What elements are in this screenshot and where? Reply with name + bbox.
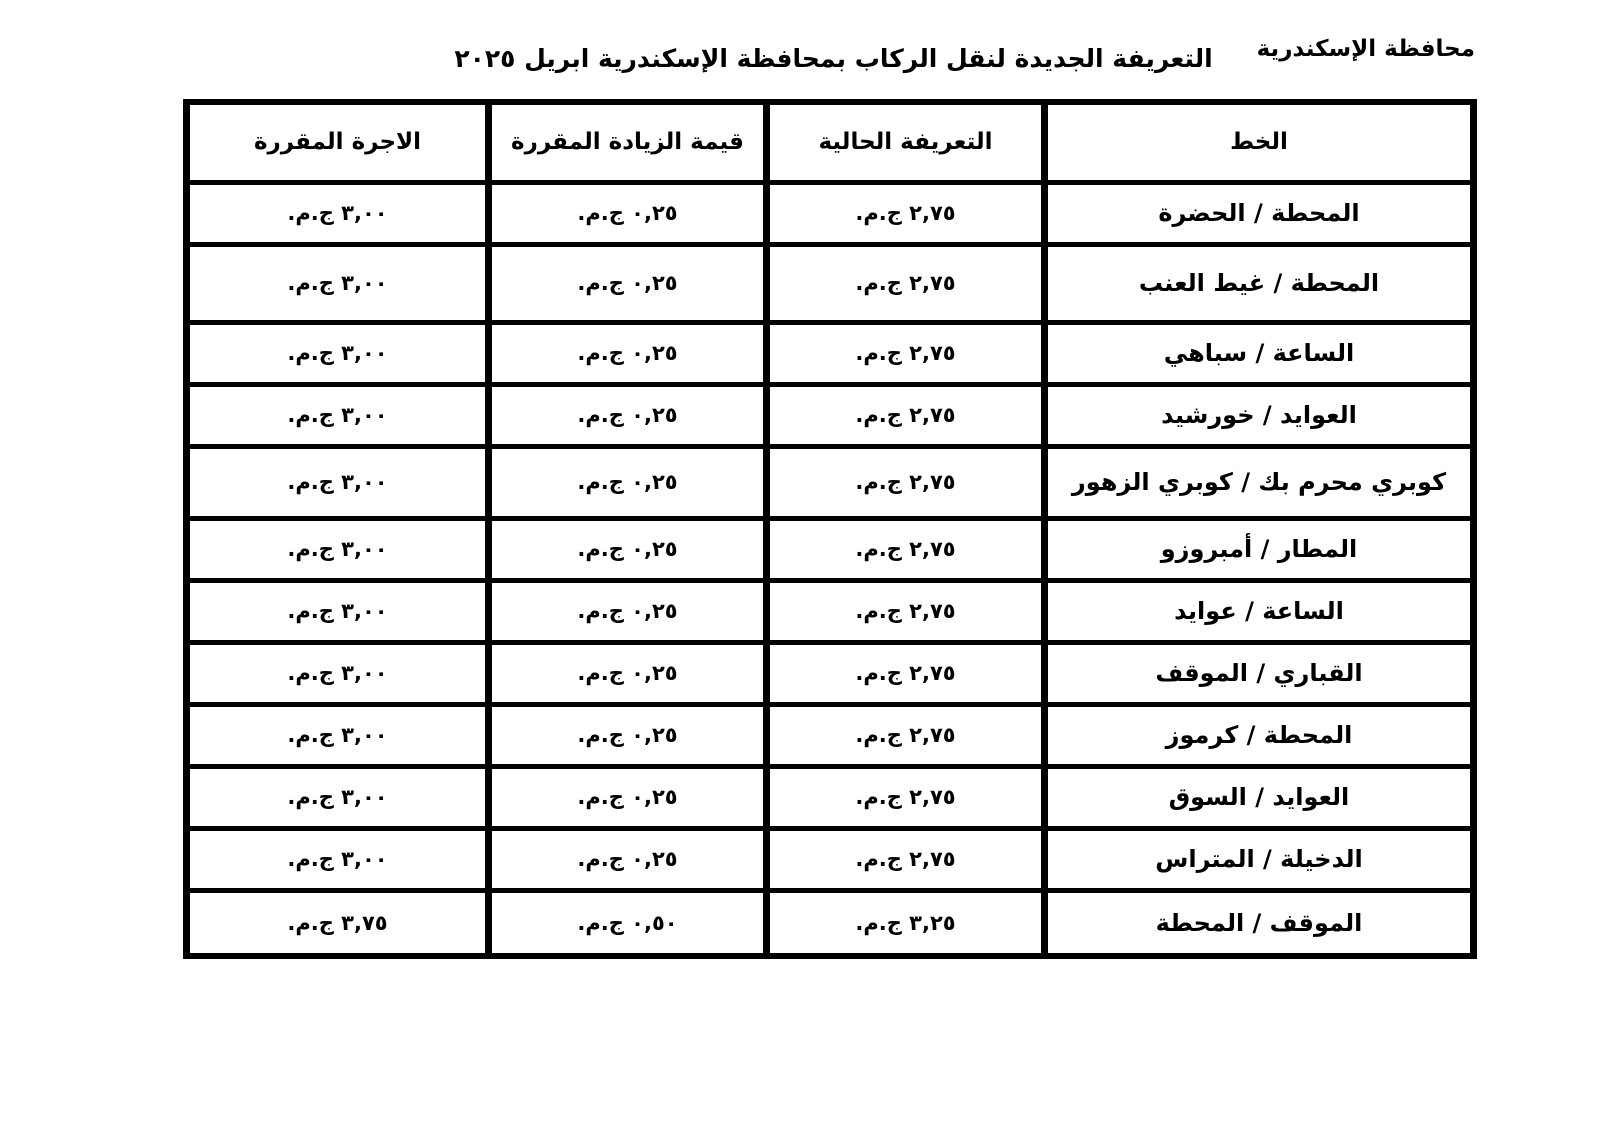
route-cell: المطار / أمبروزو [1045,518,1474,580]
fare-cell: ٣,٧٥ ج.م. [187,890,489,956]
document-header [190,30,1477,99]
current-tariff-cell: ٢,٧٥ ج.م. [767,446,1045,518]
route-cell: القباري / الموقف [1045,642,1474,704]
current-tariff-cell: ٢,٧٥ ج.م. [767,642,1045,704]
table-row [187,580,1474,642]
current-tariff-cell: ٢,٧٥ ج.م. [767,704,1045,766]
table-row [187,244,1474,322]
increase-cell: ٠,٢٥ ج.م. [489,642,767,704]
increase-cell: ٠,٢٥ ج.م. [489,828,767,890]
route-cell: كوبري محرم بك / كوبري الزهور [1045,446,1474,518]
route-cell: المحطة / كرموز [1045,704,1474,766]
table-row [187,384,1474,446]
table-header-row [187,102,1474,182]
current-tariff-cell: ٢,٧٥ ج.م. [767,828,1045,890]
col-header-current-tariff: التعريفة الحالية [767,102,1045,182]
governorate-name: محافظة الإسكندرية [1256,36,1475,62]
fare-cell: ٣,٠٠ ج.م. [187,704,489,766]
fare-cell: ٣,٠٠ ج.م. [187,580,489,642]
table-row [187,518,1474,580]
document-page [190,0,1477,959]
fare-cell: ٣,٠٠ ج.م. [187,322,489,384]
col-header-line: الخط [1045,102,1474,182]
current-tariff-cell: ٢,٧٥ ج.م. [767,384,1045,446]
increase-cell: ٠,٢٥ ج.م. [489,518,767,580]
col-header-approved-fare: الاجرة المقررة [187,102,489,182]
route-cell: الموقف / المحطة [1045,890,1474,956]
fare-cell: ٣,٠٠ ج.م. [187,518,489,580]
current-tariff-cell: ٢,٧٥ ج.م. [767,244,1045,322]
current-tariff-cell: ٢,٧٥ ج.م. [767,518,1045,580]
current-tariff-cell: ٢,٧٥ ج.م. [767,766,1045,828]
route-cell: الساعة / سباهي [1045,322,1474,384]
table-row [187,446,1474,518]
table-row [187,828,1474,890]
route-cell: الساعة / عوايد [1045,580,1474,642]
increase-cell: ٠,٢٥ ج.م. [489,704,767,766]
fare-cell: ٣,٠٠ ج.م. [187,446,489,518]
increase-cell: ٠,٢٥ ج.م. [489,580,767,642]
tariff-table [183,99,1477,959]
fare-cell: ٣,٠٠ ج.م. [187,828,489,890]
increase-cell: ٠,٢٥ ج.م. [489,446,767,518]
table-row [187,642,1474,704]
table-row [187,766,1474,828]
table-row [187,322,1474,384]
fare-cell: ٣,٠٠ ج.م. [187,244,489,322]
increase-cell: ٠,٢٥ ج.م. [489,766,767,828]
route-cell: المحطة / الحضرة [1045,182,1474,244]
page-title: التعريفة الجديدة لنقل الركاب بمحافظة الإسكندرية ابريل ٢٠٢٥ [454,44,1213,73]
table-row [187,890,1474,956]
increase-cell: ٠,٥٠ ج.م. [489,890,767,956]
current-tariff-cell: ٢,٧٥ ج.م. [767,182,1045,244]
increase-cell: ٠,٢٥ ج.م. [489,384,767,446]
route-cell: المحطة / غيط العنب [1045,244,1474,322]
current-tariff-cell: ٣,٢٥ ج.م. [767,890,1045,956]
route-cell: العوايد / السوق [1045,766,1474,828]
fare-cell: ٣,٠٠ ج.م. [187,642,489,704]
route-cell: الدخيلة / المتراس [1045,828,1474,890]
table-row [187,182,1474,244]
fare-cell: ٣,٠٠ ج.م. [187,182,489,244]
increase-cell: ٠,٢٥ ج.م. [489,244,767,322]
current-tariff-cell: ٢,٧٥ ج.م. [767,580,1045,642]
route-cell: العوايد / خورشيد [1045,384,1474,446]
current-tariff-cell: ٢,٧٥ ج.م. [767,322,1045,384]
col-header-increase-value: قيمة الزيادة المقررة [489,102,767,182]
increase-cell: ٠,٢٥ ج.م. [489,182,767,244]
fare-cell: ٣,٠٠ ج.م. [187,384,489,446]
table-row [187,704,1474,766]
increase-cell: ٠,٢٥ ج.م. [489,322,767,384]
fare-cell: ٣,٠٠ ج.م. [187,766,489,828]
